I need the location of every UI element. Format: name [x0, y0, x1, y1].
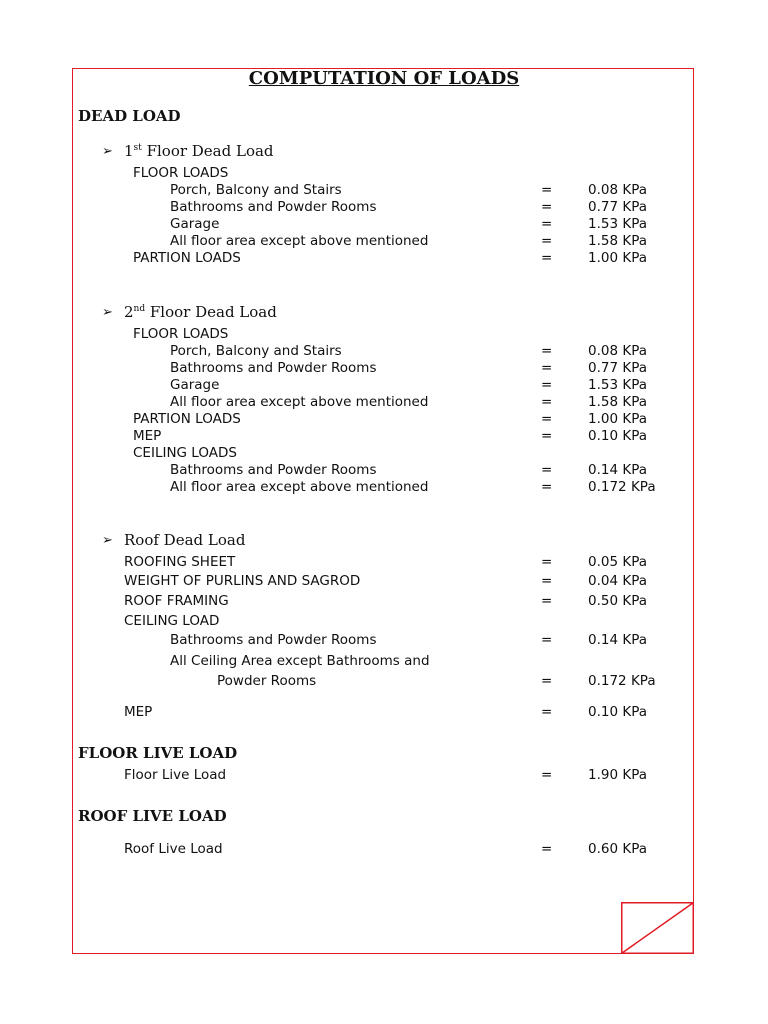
table-row	[0, 554, 768, 574]
row-label: Porch, Balcony and Stairs	[170, 343, 342, 359]
section-roof-live-load	[0, 807, 768, 827]
table-row	[0, 250, 768, 270]
table-row	[0, 704, 768, 724]
subsection-heading: 2nd Floor Dead Load	[124, 303, 277, 321]
row-label: Porch, Balcony and Stairs	[170, 182, 342, 198]
row-value: 0.10 KPa	[588, 704, 648, 720]
row-label: Bathrooms and Powder Rooms	[170, 199, 377, 215]
row-value: 0.04 KPa	[588, 573, 648, 589]
equals-sign: =	[541, 394, 553, 410]
table-row	[0, 479, 768, 499]
row-label: Roof Live Load	[124, 841, 223, 857]
subsection-floor1	[0, 142, 768, 162]
row-value: 0.77 KPa	[588, 199, 648, 215]
subsection-heading: Roof Dead Load	[124, 531, 246, 549]
roof-ceiling-load	[0, 613, 768, 633]
row-value: 0.08 KPa	[588, 343, 648, 359]
table-row	[0, 673, 768, 693]
bullet-arrow-icon: ➢	[102, 305, 113, 320]
row-label: All Ceiling Area except Bathrooms and	[170, 653, 430, 669]
section-heading: ROOF LIVE LOAD	[78, 807, 227, 825]
equals-sign: =	[541, 250, 553, 266]
row-value: 0.50 KPa	[588, 593, 648, 609]
subsection-roof	[0, 531, 768, 551]
row-value: 0.08 KPa	[588, 182, 648, 198]
equals-sign: =	[541, 479, 553, 495]
equals-sign: =	[541, 767, 553, 783]
page-title: COMPUTATION OF LOADS	[248, 68, 520, 89]
equals-sign: =	[541, 632, 553, 648]
table-row	[0, 767, 768, 787]
subsection-heading: 1st Floor Dead Load	[124, 142, 274, 160]
row-label: Bathrooms and Powder Rooms	[170, 632, 377, 648]
row-value: 1.58 KPa	[588, 394, 648, 410]
row-label: ROOF FRAMING	[124, 593, 229, 609]
equals-sign: =	[541, 841, 553, 857]
equals-sign: =	[541, 343, 553, 359]
row-value: 0.172 KPa	[588, 479, 656, 495]
section-floor-live-load	[0, 744, 768, 764]
row-value: 1.00 KPa	[588, 250, 648, 266]
equals-sign: =	[541, 554, 553, 570]
row-label: MEP	[124, 704, 153, 720]
table-row	[0, 573, 768, 593]
row-label: Garage	[170, 216, 220, 232]
section-dead-load	[0, 107, 768, 127]
group-label: FLOOR LOADS	[133, 165, 229, 181]
equals-sign: =	[541, 704, 553, 720]
equals-sign: =	[541, 573, 553, 589]
group-label: CEILING LOADS	[133, 445, 237, 461]
equals-sign: =	[541, 428, 553, 444]
row-label-continued: Powder Rooms	[217, 673, 317, 689]
table-row	[0, 593, 768, 613]
row-label: Bathrooms and Powder Rooms	[170, 462, 377, 478]
row-label: Garage	[170, 377, 220, 393]
equals-sign: =	[541, 377, 553, 393]
row-label: PARTION LOADS	[133, 411, 241, 427]
row-label: All floor area except above mentioned	[170, 479, 429, 495]
equals-sign: =	[541, 233, 553, 249]
subsection-floor2	[0, 303, 768, 323]
equals-sign: =	[541, 199, 553, 215]
group-label: FLOOR LOADS	[133, 326, 229, 342]
row-value: 1.90 KPa	[588, 767, 648, 783]
row-value: 0.14 KPa	[588, 632, 648, 648]
row-value: 1.58 KPa	[588, 233, 648, 249]
section-heading: DEAD LOAD	[78, 107, 181, 125]
row-value: 0.60 KPa	[588, 841, 648, 857]
equals-sign: =	[541, 411, 553, 427]
equals-sign: =	[541, 593, 553, 609]
row-label: All floor area except above mentioned	[170, 394, 429, 410]
row-label: Bathrooms and Powder Rooms	[170, 360, 377, 376]
row-value: 0.14 KPa	[588, 462, 648, 478]
row-label: WEIGHT OF PURLINS AND SAGROD	[124, 573, 361, 589]
table-row	[0, 632, 768, 652]
row-value: 1.00 KPa	[588, 411, 648, 427]
row-value: 0.10 KPa	[588, 428, 648, 444]
bullet-arrow-icon: ➢	[102, 533, 113, 548]
equals-sign: =	[541, 360, 553, 376]
equals-sign: =	[541, 216, 553, 232]
row-value: 1.53 KPa	[588, 377, 648, 393]
row-label: PARTION LOADS	[133, 250, 241, 266]
row-label: All floor area except above mentioned	[170, 233, 429, 249]
row-value: 0.77 KPa	[588, 360, 648, 376]
section-heading: FLOOR LIVE LOAD	[78, 744, 238, 762]
row-value: 0.172 KPa	[588, 673, 656, 689]
table-row	[0, 841, 768, 861]
row-label: ROOFING SHEET	[124, 554, 236, 570]
row-value: 1.53 KPa	[588, 216, 648, 232]
bullet-arrow-icon: ➢	[102, 144, 113, 159]
row-value: 0.05 KPa	[588, 554, 648, 570]
group-label: CEILING LOAD	[124, 613, 220, 629]
equals-sign: =	[541, 673, 553, 689]
row-label: Floor Live Load	[124, 767, 227, 783]
page-corner-mark	[621, 902, 694, 954]
equals-sign: =	[541, 182, 553, 198]
table-row	[0, 653, 768, 673]
row-label: MEP	[133, 428, 162, 444]
equals-sign: =	[541, 462, 553, 478]
